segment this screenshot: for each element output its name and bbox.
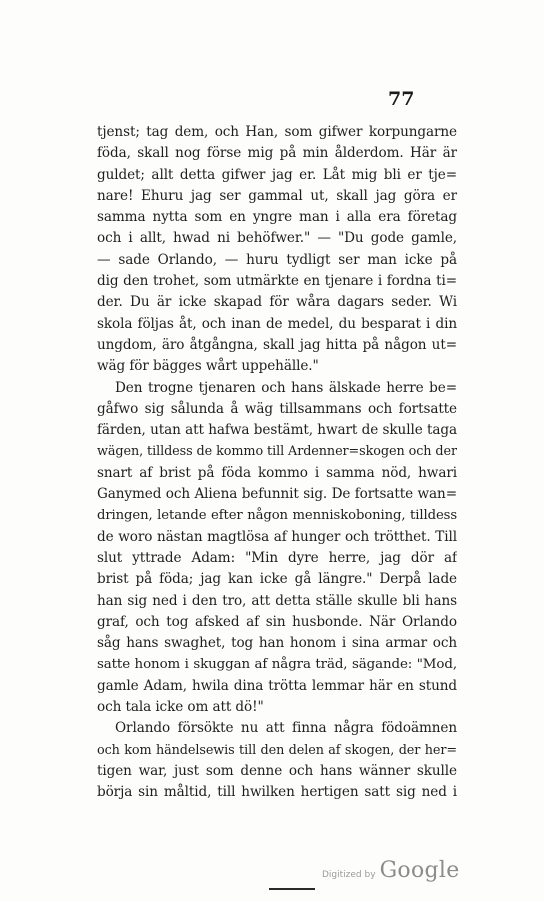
text-line: — sade Orlando, — huru tydligt ser man icke på [97,251,457,268]
text-line: tigen war, just som denne och hans wänner skulle [97,762,457,779]
text-line: ungdom, äro åtgångna, skall jag hitta på någon ut= [97,336,457,353]
google-logo: Google [379,858,460,883]
text-line: och kom händelsewis till den delen af skogen, der her= [97,742,457,758]
text-line: färden, utan att hafwa bestämt, hwart de skulle taga [97,422,457,439]
page-number: 77 [388,88,415,110]
text-line: wägen, tilldess de kommo till Ardenner=skogen och der [97,444,457,460]
text-line: dig den trohet, som utmärkte en tjenare i fordna ti= [97,273,457,290]
paragraph-first-line: Orlando försökte nu att finna några födoämnen [115,720,457,737]
text-line: föda, skall nog förse mig på min ålderdom. Här är [97,145,457,162]
text-line: han sig ned i den tro, att detta ställe skulle bli hans [97,592,457,609]
text-line: satte honom i skuggan af några träd, sägande: "Mod, [97,657,457,673]
body-text [97,122,457,804]
text-line: Ganymed och Aliena befunnit sig. De fortsatte wan= [97,486,457,503]
text-line: brist på föda; jag kan icke gå längre." Derpå lade [97,571,457,588]
text-line: tjenst; tag dem, och Han, som gifwer korpungarne [97,124,457,140]
text-line: der. Du är icke skapad för wåra dagars seder. Wi [97,294,457,311]
text-line: såg hans swaghet, tog han honom i sina armar och [97,635,457,652]
text-line: guldet; allt detta gifwer jag er. Låt mig bli er tje= [97,166,457,183]
text-line: samma nytta som en yngre man i alla era företag [97,209,457,226]
watermark-prefix: Digitized by [322,870,376,880]
text-line: gåfwo sig sålunda å wäg tillsammans och fortsatte [97,400,457,417]
text-line: gamle Adam, hwila dina trötta lemmar här en stund [97,677,457,694]
paragraph-first-line: Den trogne tjenaren och hans älskade herre be= [115,379,457,396]
text-line: dringen, letande efter någon menniskoboning, tilldess [97,508,457,524]
text-line: nare! Ehuru jag ser gammal ut, skall jag göra er [97,187,457,204]
text-line: wäg för bägges wårt uppehälle." [97,358,319,375]
text-line: börja sin måltid, till hwilken hertigen satt sig ned i [97,784,457,801]
text-line: skola följas åt, och inan de medel, du besparat i din [97,315,457,332]
digitized-watermark [322,858,460,883]
text-line: de woro nästan magtlösa af hunger och trötthet. Till [97,528,457,545]
text-line: graf, och tog afsked af sin husbonde. När Orlando [97,613,457,630]
text-line: slut yttrade Adam: "Min dyre herre, jag dör af [97,549,457,566]
text-line: snart af brist på föda kommo i samma nöd, hwari [97,464,457,481]
footer-rule [269,888,315,890]
text-line: och tala icke om att dö!" [97,699,264,716]
text-line: och i allt, hwad ni behöfwer." — "Du gode gamle, [97,230,457,247]
